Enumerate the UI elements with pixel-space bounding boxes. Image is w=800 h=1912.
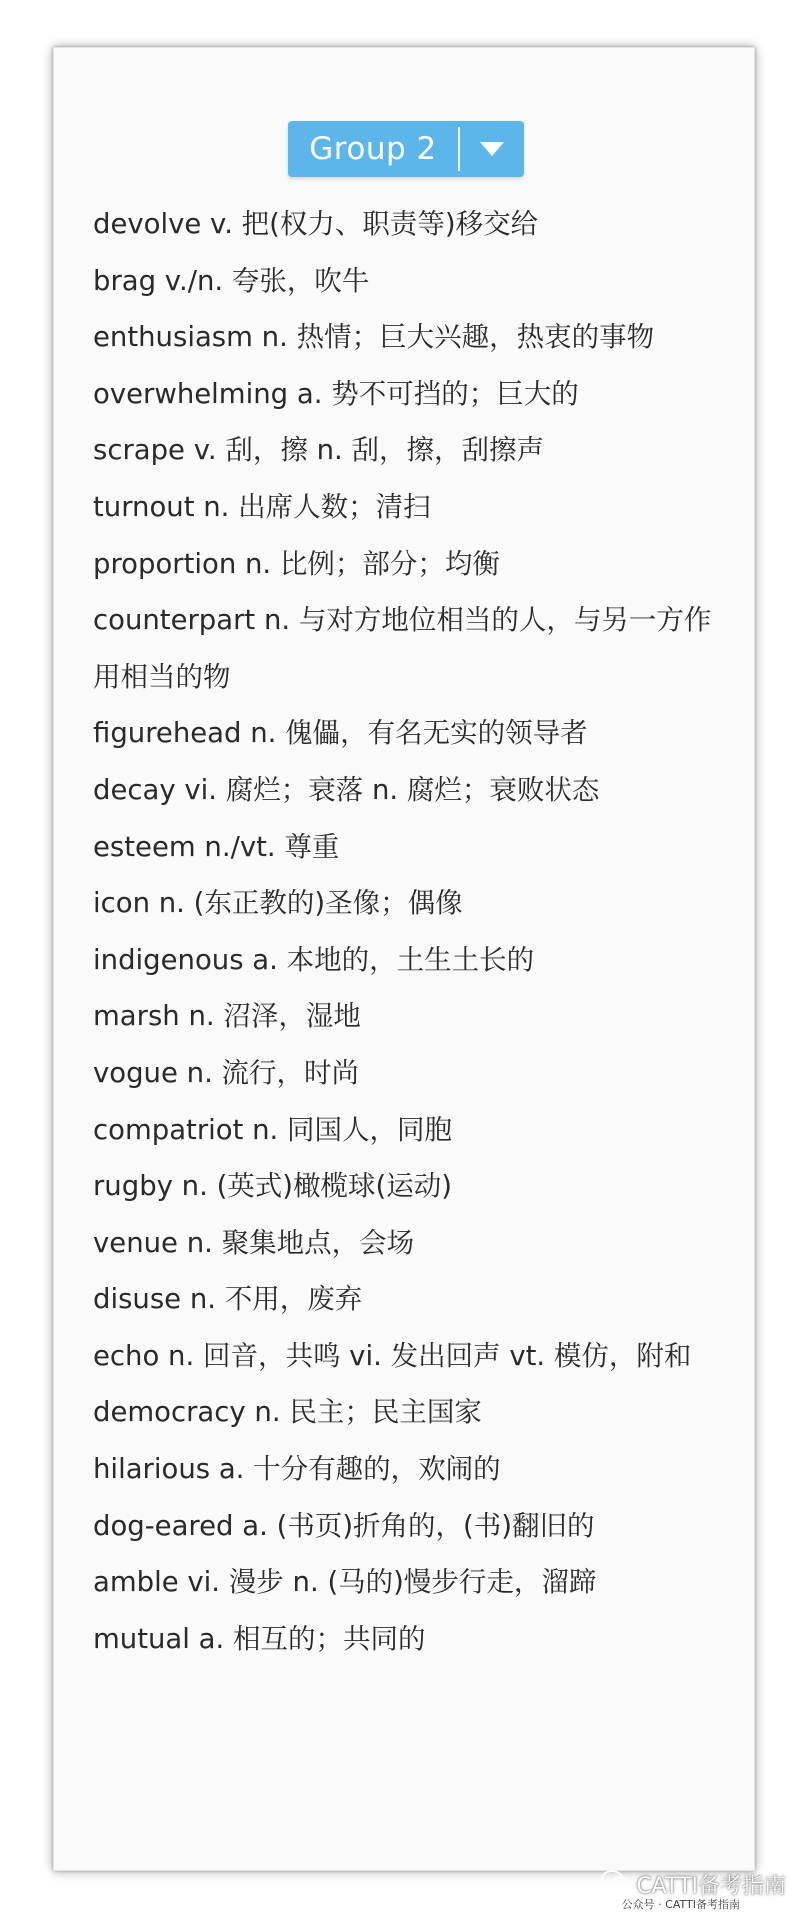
vocab-entry: icon n. (东正教的)圣像；偶像 (93, 887, 463, 920)
vocab-entry: mutual a. 相互的；共同的 (93, 1622, 426, 1655)
vocab-entry: devolve v. 把(权力、职责等)移交给 (93, 208, 539, 240)
watermark-text: CATTI备考指南 (636, 1873, 786, 1899)
vocab-entry: indigenous a. 本地的，土生土长的 (93, 943, 535, 976)
vocab-entry: counterpart n. 与对方地位相当的人，与另一方作用相当的物 (93, 604, 712, 693)
vocab-entry: scrape v. 刮，擦 n. 刮，擦，刮擦声 (93, 434, 544, 467)
vocabulary-card (53, 47, 755, 1871)
vocab-entry: democracy n. 民主；民主国家 (93, 1396, 482, 1429)
vocab-entry: overwhelming a. 势不可挡的；巨大的 (93, 377, 579, 410)
vocab-entry: hilarious a. 十分有趣的，欢闹的 (93, 1453, 501, 1486)
vocab-entry: rugby n. (英式)橄榄球(运动) (93, 1170, 452, 1203)
caret-down-icon[interactable] (460, 140, 524, 158)
vocab-entry: enthusiasm n. 热情；巨大兴趣，热衷的事物 (93, 321, 655, 354)
vocab-entry: vogue n. 流行，时尚 (93, 1056, 360, 1089)
watermark-small-text: 公众号 · CATTI备考指南 (621, 1898, 740, 1911)
group-select-button[interactable] (288, 121, 524, 177)
vocab-entry: decay vi. 腐烂；衰落 n. 腐烂；衰败状态 (93, 773, 600, 806)
vocab-entry: venue n. 聚集地点，会场 (93, 1226, 415, 1259)
vocab-entry: figurehead n. 傀儡，有名无实的领导者 (93, 717, 588, 750)
vocab-entry: echo n. 回音，共鸣 vi. 发出回声 vt. 模仿，附和 (93, 1339, 692, 1372)
vocab-entry: esteem n./vt. 尊重 (93, 830, 340, 863)
button-divider (458, 127, 460, 171)
vocab-entry: disuse n. 不用，废弃 (93, 1283, 363, 1316)
vocab-entry: compatriot n. 同国人，同胞 (93, 1113, 453, 1146)
vocab-entry: turnout n. 出席人数；清扫 (93, 490, 431, 523)
vocab-entry: dog-eared a. (书页)折角的，(书)翻旧的 (93, 1509, 595, 1542)
vocab-entry: proportion n. 比例；部分；均衡 (93, 547, 500, 580)
group-label: Group 2 (309, 131, 437, 167)
vocab-entry: brag v./n. 夸张，吹牛 (93, 264, 370, 297)
vocabulary-list (93, 196, 723, 1667)
vocab-entry: amble vi. 漫步 n. (马的)慢步行走，溜蹄 (93, 1566, 597, 1599)
vocab-entry: marsh n. 沼泽，湿地 (93, 1000, 361, 1033)
